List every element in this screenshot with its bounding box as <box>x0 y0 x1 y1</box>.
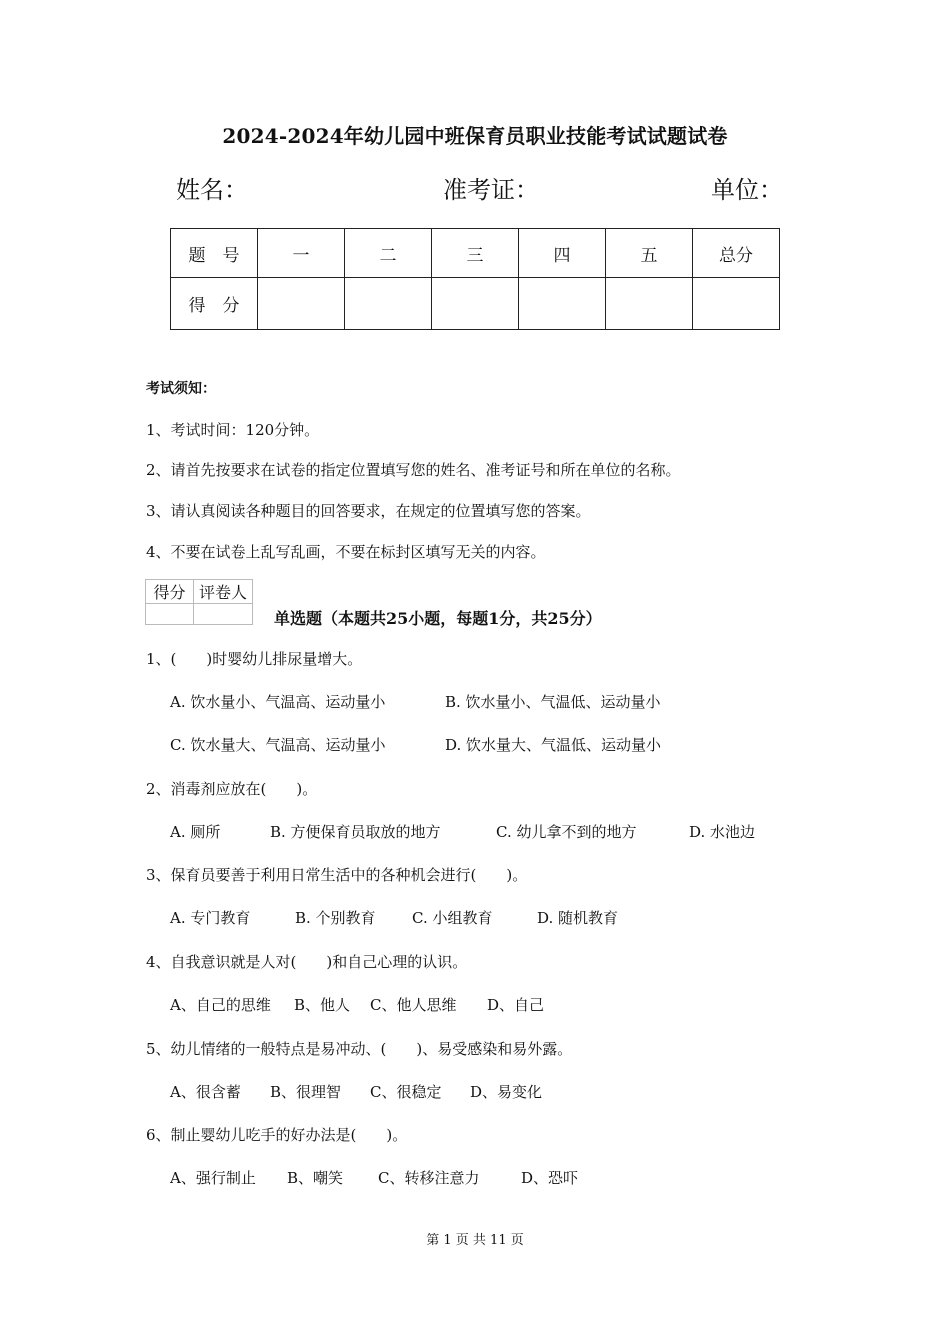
question-option[interactable]: D、自己 <box>487 996 545 1014</box>
question-option[interactable]: C、很稳定 <box>370 1083 442 1101</box>
section-title: 单选题（本题共25小题，每题1分，共25分） <box>274 609 602 628</box>
question-option[interactable]: D. 随机教育 <box>537 909 619 927</box>
question-option[interactable]: C、他人思维 <box>370 996 457 1014</box>
score-table-header-row <box>171 229 780 278</box>
section-3-header: 三 <box>432 229 519 278</box>
question-option[interactable]: B、他人 <box>294 996 351 1014</box>
section-5-header: 五 <box>606 229 693 278</box>
question-option[interactable]: D. 饮水量大、气温低、运动量小 <box>445 736 662 754</box>
question-option[interactable]: B、嘲笑 <box>287 1169 344 1187</box>
question-stem: 6、制止婴幼儿吃手的好办法是( )。 <box>146 1126 408 1144</box>
question-option[interactable]: D、恐吓 <box>521 1169 579 1187</box>
question-option[interactable]: B. 方便保育员取放的地方 <box>270 823 441 841</box>
section-2-score-cell[interactable] <box>345 278 432 330</box>
question-option[interactable]: B. 饮水量小、气温低、运动量小 <box>445 693 661 711</box>
section-1-header: 一 <box>258 229 345 278</box>
question-option[interactable]: D. 水池边 <box>689 823 756 841</box>
exam-title: 2024-2024年幼儿园中班保育员职业技能考试试题试卷 <box>222 124 728 148</box>
question-option[interactable]: C. 饮水量大、气温高、运动量小 <box>170 736 386 754</box>
section-5-score-cell[interactable] <box>606 278 693 330</box>
question-stem: 4、自我意识就是人对( )和自己心理的认识。 <box>146 953 468 971</box>
notice-item: 3、请认真阅读各种题目的回答要求，在规定的位置填写您的答案。 <box>146 502 591 520</box>
question-stem: 2、消毒剂应放在( )。 <box>146 780 318 798</box>
question-option[interactable]: D、易变化 <box>470 1083 543 1101</box>
section-4-header: 四 <box>519 229 606 278</box>
question-option[interactable]: A. 厕所 <box>170 823 221 841</box>
score-table-score-row <box>171 278 780 330</box>
grader-score-cell[interactable] <box>146 604 194 625</box>
question-option[interactable]: B、很理智 <box>270 1083 342 1101</box>
question-option[interactable]: A. 专门教育 <box>170 909 251 927</box>
grader-name-label: 评卷人 <box>194 580 253 604</box>
question-option[interactable]: B. 个别教育 <box>295 909 376 927</box>
page-footer: 第 1 页 共 11 页 <box>426 1233 524 1248</box>
notice-item: 1、考试时间：120分钟。 <box>146 421 320 439</box>
unit-label: 单位： <box>711 176 783 204</box>
section-4-score-cell[interactable] <box>519 278 606 330</box>
question-stem: 1、( )时婴幼儿排尿量增大。 <box>146 650 363 668</box>
total-score-header: 总分 <box>693 229 780 278</box>
question-option[interactable]: C、转移注意力 <box>378 1169 480 1187</box>
section-1-score-cell[interactable] <box>258 278 345 330</box>
exam-id-label: 准考证： <box>443 176 539 204</box>
question-option[interactable]: C. 小组教育 <box>412 909 493 927</box>
question-option[interactable]: A. 饮水量小、气温高、运动量小 <box>170 693 386 711</box>
total-score-cell[interactable] <box>693 278 780 330</box>
score-row-label: 得 分 <box>171 278 258 330</box>
question-option[interactable]: A、很含蓄 <box>170 1083 241 1101</box>
section-3-score-cell[interactable] <box>432 278 519 330</box>
notice-item: 2、请首先按要求在试卷的指定位置填写您的姓名、准考证号和所在单位的名称。 <box>146 461 681 479</box>
score-table <box>170 228 780 330</box>
grader-score-label: 得分 <box>146 580 194 604</box>
question-stem: 3、保育员要善于利用日常生活中的各种机会进行( )。 <box>146 866 528 884</box>
notice-heading: 考试须知： <box>146 381 216 397</box>
question-option[interactable]: C. 幼儿拿不到的地方 <box>496 823 637 841</box>
grader-box <box>145 579 253 625</box>
name-label: 姓名： <box>176 176 248 204</box>
question-option[interactable]: A、强行制止 <box>170 1169 256 1187</box>
section-2-header: 二 <box>345 229 432 278</box>
question-stem: 5、幼儿情绪的一般特点是易冲动、( )、易受感染和易外露。 <box>146 1040 573 1058</box>
grader-name-cell[interactable] <box>194 604 253 625</box>
question-option[interactable]: A、自己的思维 <box>170 996 271 1014</box>
notice-item: 4、不要在试卷上乱写乱画，不要在标封区填写无关的内容。 <box>146 543 546 561</box>
question-number-label: 题 号 <box>171 229 258 278</box>
